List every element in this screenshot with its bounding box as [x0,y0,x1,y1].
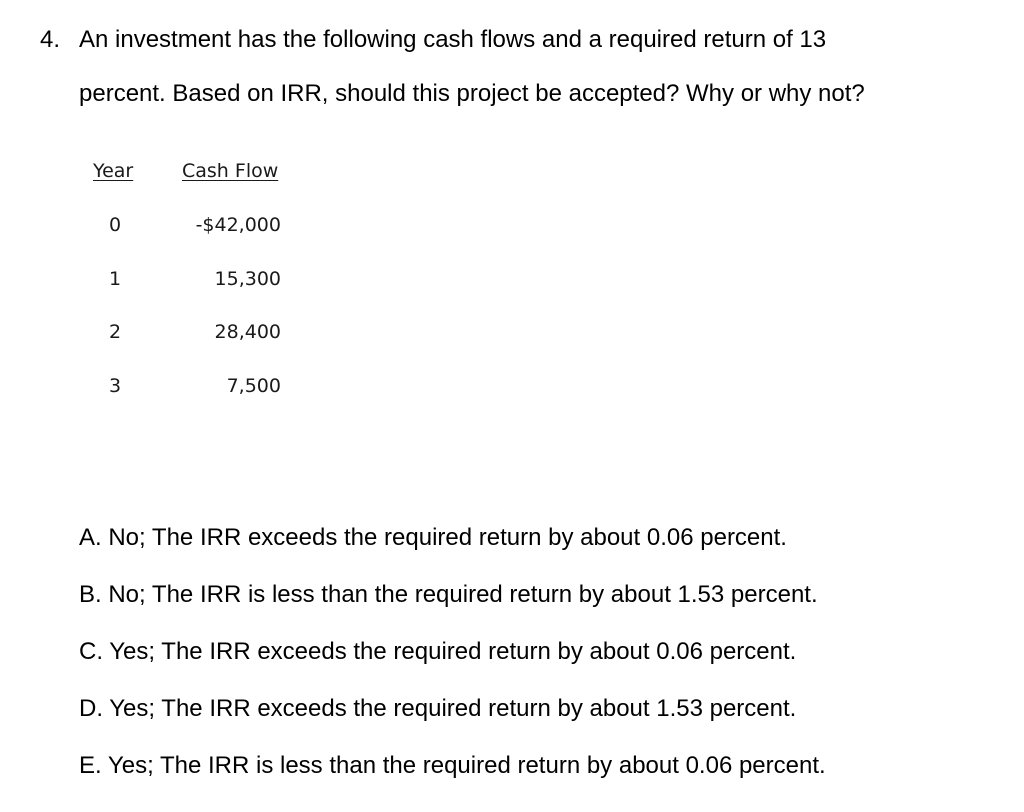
question-text-line-1: An investment has the following cash flows and a required return of 13 [79,26,827,53]
table-cell-cash-flow: 15,300 [214,268,281,290]
answer-option-a[interactable]: A. No; The IRR exceeds the required return by about 0.06 percent. [79,524,787,551]
answer-option-c[interactable]: C. Yes; The IRR exceeds the required return by about 0.06 percent. [79,638,797,665]
table-cell-year: 3 [108,375,122,397]
answer-option-b[interactable]: B. No; The IRR is less than the required return by about 1.53 percent. [79,581,818,608]
table-cell-year: 1 [108,268,122,290]
table-cell-year: 0 [108,214,122,236]
question-text-line-2: percent. Based on IRR, should this project be accepted? Why or why not? [79,80,865,107]
answer-option-d[interactable]: D. Yes; The IRR exceeds the required return by about 1.53 percent. [79,695,797,722]
table-header-year: Year [93,160,134,182]
table-cell-cash-flow: 28,400 [214,321,281,343]
table-cell-cash-flow: -$42,000 [195,214,281,236]
table-cell-cash-flow: 7,500 [226,375,281,397]
question-number: 4. [40,26,61,53]
table-header-cash-flow: Cash Flow [182,160,279,182]
table-cell-year: 2 [108,321,122,343]
answer-option-e[interactable]: E. Yes; The IRR is less than the required return by about 0.06 percent. [79,752,826,779]
